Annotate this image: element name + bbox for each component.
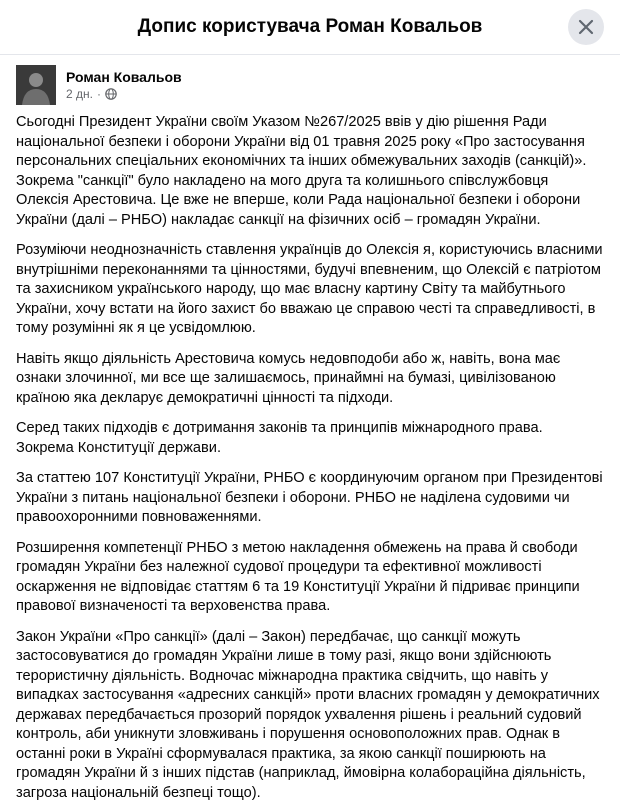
post-body <box>16 113 604 803</box>
author-name[interactable]: Роман Ковальов <box>66 68 182 86</box>
post-paragraph: Серед таких підходів є дотримання законів та принципів міжнародного права. Зокрема Конституції держави. <box>16 419 604 458</box>
post-header <box>16 65 604 105</box>
close-icon <box>576 17 596 37</box>
dialog-title: Допис користувача Роман Ковальов <box>138 16 483 38</box>
close-button[interactable] <box>568 9 604 45</box>
post-paragraph: Закон України «Про санкції» (далі – Закон) передбачає, що санкції можуть застосовуватися до громадян України лише в тому разі, якщо вони здійснюють терористичну діяльність. Водночас міжнародна практика свідчить, що навіть у випадках застосування «адресних санкцій» проти власних громадян у демократичних державах передбачається прозорий порядок ухвалення рішень і реальний судовий контроль, аби уникнути зловживань і порушення основоположних прав. Однак в останні роки в Україні сформувалася практика, за якою санкції поширюють на громадян України й з інших підстав (наприклад, ймовірна колабораційна діяльність, загроза національній безпеці тощо). <box>16 628 604 803</box>
post-paragraph: Навіть якщо діяльність Арестовича комусь недовподоби або ж, навіть, вона має ознаки злочинної, ми все ще залишаємось, принаймні на бумазі, цивілізованою країною яка декларує демократичні цінності та підходи. <box>16 350 604 409</box>
post-paragraph: За статтею 107 Конституції України, РНБО є координуючим органом при Президентові України з питань національної безпеки і оборони. РНБО не наділена судовими чи правоохоронними повноваженнями. <box>16 469 604 528</box>
dialog-header <box>0 0 620 55</box>
post-time[interactable]: 2 дн. <box>66 86 93 102</box>
globe-icon <box>105 88 117 100</box>
post-paragraph: Сьогодні Президент України своїм Указом №267/2025 ввів у дію рішення Ради національної безпеки і оборони України від 01 травня 2025 року «Про застосування персональних спеціальних економічних та інших обмежувальних заходів (санкцій)». Зокрема "санкції" було накладено на мого друга та колишнього співслужбовця Олексія Арестовича. Це вже не вперше, коли Рада національної безпеки і оборони України (далі – РНБО) накладає санкції на фізичних осіб – громадян України. <box>16 113 604 230</box>
post-paragraph: Розуміючи неоднозначність ставлення українців до Олексія я, користуючись власними внутрішніми переконаннями та цінностями, будучі впевненим, що Олексій є патріотом та захисником українського народу, що має власну картину Світу та майбутнього України, хочу встати на його захист бо вважаю це справою честі та справедливості, в тому розумінні як я це усвідомлюю. <box>16 241 604 339</box>
avatar[interactable] <box>16 65 56 105</box>
post-paragraph: Розширення компетенції РНБО з метою накладення обмежень на права й свободи громадян України без належної судової процедури та ефективної можливості оскарження не відповідає статтям 6 та 19 Конституції України й підриває принципи правової визначеності та верховенства права. <box>16 539 604 617</box>
author-info <box>66 68 182 102</box>
meta-separator: · <box>97 86 101 102</box>
post <box>0 55 620 803</box>
post-meta <box>66 86 182 102</box>
